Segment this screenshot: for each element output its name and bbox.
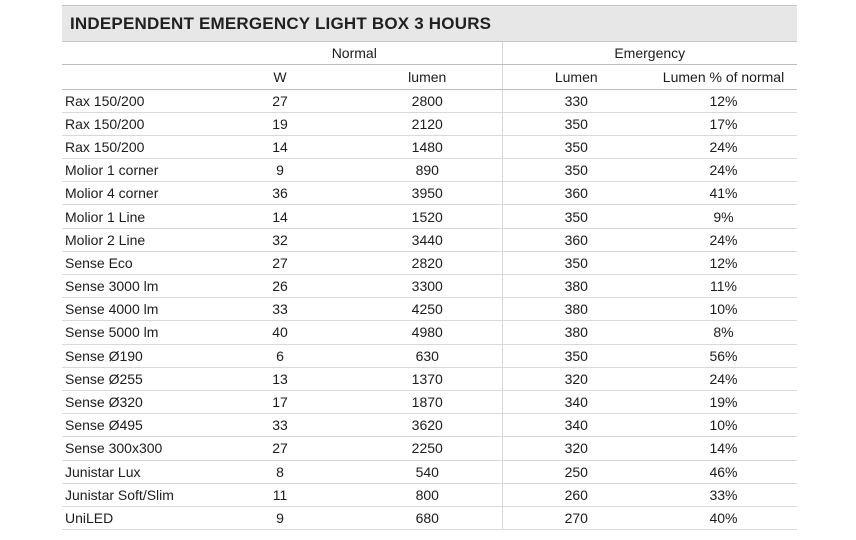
table-row bbox=[62, 228, 797, 251]
normal-lumen-cell: 630 bbox=[353, 344, 502, 367]
table-row bbox=[62, 275, 797, 298]
table-row bbox=[62, 344, 797, 367]
normal-lumen-cell: 3950 bbox=[353, 182, 502, 205]
normal-w-cell: 32 bbox=[207, 228, 353, 251]
emergency-lumen-cell: 360 bbox=[502, 182, 650, 205]
normal-w-cell: 8 bbox=[207, 460, 353, 483]
normal-lumen-cell: 540 bbox=[353, 460, 502, 483]
column-header-row bbox=[62, 64, 797, 89]
emergency-percent-cell: 33% bbox=[650, 483, 797, 506]
emergency-percent-cell: 24% bbox=[650, 159, 797, 182]
normal-w-cell: 27 bbox=[207, 89, 353, 112]
emergency-lumen-cell: 330 bbox=[502, 89, 650, 112]
table-row bbox=[62, 159, 797, 182]
emergency-lumen-cell: 340 bbox=[502, 390, 650, 413]
emergency-lumen-cell: 270 bbox=[502, 506, 650, 529]
emergency-lumen-cell: 350 bbox=[502, 344, 650, 367]
normal-w-cell: 27 bbox=[207, 437, 353, 460]
emergency-lumen-cell: 250 bbox=[502, 460, 650, 483]
emergency-lumen-cell: 350 bbox=[502, 159, 650, 182]
group-header-emergency: Emergency bbox=[502, 42, 797, 64]
table-row bbox=[62, 298, 797, 321]
normal-w-cell: 26 bbox=[207, 275, 353, 298]
table-row bbox=[62, 506, 797, 529]
emergency-percent-cell: 10% bbox=[650, 298, 797, 321]
emergency-lumen-cell: 340 bbox=[502, 414, 650, 437]
normal-w-cell: 36 bbox=[207, 182, 353, 205]
column-header-w: W bbox=[207, 64, 353, 89]
normal-w-cell: 9 bbox=[207, 159, 353, 182]
product-name-cell: Sense Ø190 bbox=[62, 344, 207, 367]
normal-lumen-cell: 1370 bbox=[353, 367, 502, 390]
table-row bbox=[62, 367, 797, 390]
emergency-light-table-card bbox=[62, 5, 797, 530]
product-name-cell: Sense 4000 lm bbox=[62, 298, 207, 321]
emergency-lumen-cell: 350 bbox=[502, 205, 650, 228]
normal-lumen-cell: 3440 bbox=[353, 228, 502, 251]
table-row bbox=[62, 483, 797, 506]
emergency-lumen-cell: 320 bbox=[502, 437, 650, 460]
group-header-empty bbox=[62, 42, 207, 64]
table-row bbox=[62, 251, 797, 274]
normal-w-cell: 19 bbox=[207, 112, 353, 135]
emergency-percent-cell: 11% bbox=[650, 275, 797, 298]
table-row bbox=[62, 135, 797, 158]
product-name-cell: Junistar Soft/Slim bbox=[62, 483, 207, 506]
normal-lumen-cell: 4250 bbox=[353, 298, 502, 321]
normal-w-cell: 9 bbox=[207, 506, 353, 529]
product-name-cell: UniLED bbox=[62, 506, 207, 529]
emergency-percent-cell: 41% bbox=[650, 182, 797, 205]
product-name-cell: Sense Eco bbox=[62, 251, 207, 274]
product-name-cell: Sense 300x300 bbox=[62, 437, 207, 460]
normal-w-cell: 33 bbox=[207, 414, 353, 437]
table-row bbox=[62, 460, 797, 483]
normal-lumen-cell: 1520 bbox=[353, 205, 502, 228]
group-header-normal: Normal bbox=[207, 42, 502, 64]
emergency-percent-cell: 56% bbox=[650, 344, 797, 367]
normal-w-cell: 40 bbox=[207, 321, 353, 344]
table-title: INDEPENDENT EMERGENCY LIGHT BOX 3 HOURS bbox=[62, 5, 797, 42]
product-name-cell: Rax 150/200 bbox=[62, 135, 207, 158]
data-table bbox=[62, 42, 797, 530]
normal-w-cell: 13 bbox=[207, 367, 353, 390]
emergency-percent-cell: 9% bbox=[650, 205, 797, 228]
emergency-lumen-cell: 350 bbox=[502, 251, 650, 274]
normal-lumen-cell: 890 bbox=[353, 159, 502, 182]
product-name-cell: Sense 3000 lm bbox=[62, 275, 207, 298]
emergency-percent-cell: 46% bbox=[650, 460, 797, 483]
table-row bbox=[62, 182, 797, 205]
emergency-lumen-cell: 350 bbox=[502, 135, 650, 158]
emergency-percent-cell: 40% bbox=[650, 506, 797, 529]
normal-lumen-cell: 3620 bbox=[353, 414, 502, 437]
product-name-cell: Sense Ø320 bbox=[62, 390, 207, 413]
group-header-row bbox=[62, 42, 797, 64]
product-name-cell: Molior 4 corner bbox=[62, 182, 207, 205]
table-row bbox=[62, 112, 797, 135]
product-name-cell: Sense Ø495 bbox=[62, 414, 207, 437]
emergency-percent-cell: 12% bbox=[650, 89, 797, 112]
column-header-lumen: lumen bbox=[353, 64, 502, 89]
emergency-percent-cell: 19% bbox=[650, 390, 797, 413]
emergency-percent-cell: 12% bbox=[650, 251, 797, 274]
normal-lumen-cell: 4980 bbox=[353, 321, 502, 344]
emergency-lumen-cell: 380 bbox=[502, 275, 650, 298]
product-name-cell: Rax 150/200 bbox=[62, 89, 207, 112]
normal-lumen-cell: 1480 bbox=[353, 135, 502, 158]
normal-lumen-cell: 1870 bbox=[353, 390, 502, 413]
table-row bbox=[62, 321, 797, 344]
product-name-cell: Sense 5000 lm bbox=[62, 321, 207, 344]
table-row bbox=[62, 205, 797, 228]
normal-lumen-cell: 800 bbox=[353, 483, 502, 506]
emergency-percent-cell: 24% bbox=[650, 135, 797, 158]
emergency-percent-cell: 24% bbox=[650, 228, 797, 251]
column-header-emergency-percent: Lumen % of normal bbox=[650, 64, 797, 89]
normal-w-cell: 11 bbox=[207, 483, 353, 506]
emergency-percent-cell: 10% bbox=[650, 414, 797, 437]
normal-w-cell: 14 bbox=[207, 205, 353, 228]
normal-lumen-cell: 2120 bbox=[353, 112, 502, 135]
table-row bbox=[62, 390, 797, 413]
emergency-lumen-cell: 380 bbox=[502, 298, 650, 321]
table-row bbox=[62, 414, 797, 437]
normal-w-cell: 17 bbox=[207, 390, 353, 413]
emergency-lumen-cell: 320 bbox=[502, 367, 650, 390]
normal-lumen-cell: 2250 bbox=[353, 437, 502, 460]
product-name-cell: Rax 150/200 bbox=[62, 112, 207, 135]
product-name-cell: Molior 1 Line bbox=[62, 205, 207, 228]
normal-w-cell: 27 bbox=[207, 251, 353, 274]
normal-w-cell: 14 bbox=[207, 135, 353, 158]
column-header-emergency-lumen: Lumen bbox=[502, 64, 650, 89]
emergency-lumen-cell: 360 bbox=[502, 228, 650, 251]
emergency-lumen-cell: 260 bbox=[502, 483, 650, 506]
emergency-percent-cell: 14% bbox=[650, 437, 797, 460]
normal-lumen-cell: 680 bbox=[353, 506, 502, 529]
table-body bbox=[62, 89, 797, 530]
normal-w-cell: 33 bbox=[207, 298, 353, 321]
product-name-cell: Molior 1 corner bbox=[62, 159, 207, 182]
normal-lumen-cell: 2800 bbox=[353, 89, 502, 112]
product-name-cell: Molior 2 Line bbox=[62, 228, 207, 251]
table-row bbox=[62, 437, 797, 460]
column-header-product bbox=[62, 64, 207, 89]
emergency-percent-cell: 8% bbox=[650, 321, 797, 344]
emergency-lumen-cell: 350 bbox=[502, 112, 650, 135]
emergency-percent-cell: 17% bbox=[650, 112, 797, 135]
product-name-cell: Junistar Lux bbox=[62, 460, 207, 483]
normal-lumen-cell: 3300 bbox=[353, 275, 502, 298]
normal-lumen-cell: 2820 bbox=[353, 251, 502, 274]
emergency-lumen-cell: 380 bbox=[502, 321, 650, 344]
product-name-cell: Sense Ø255 bbox=[62, 367, 207, 390]
emergency-percent-cell: 24% bbox=[650, 367, 797, 390]
table-row bbox=[62, 89, 797, 112]
normal-w-cell: 6 bbox=[207, 344, 353, 367]
